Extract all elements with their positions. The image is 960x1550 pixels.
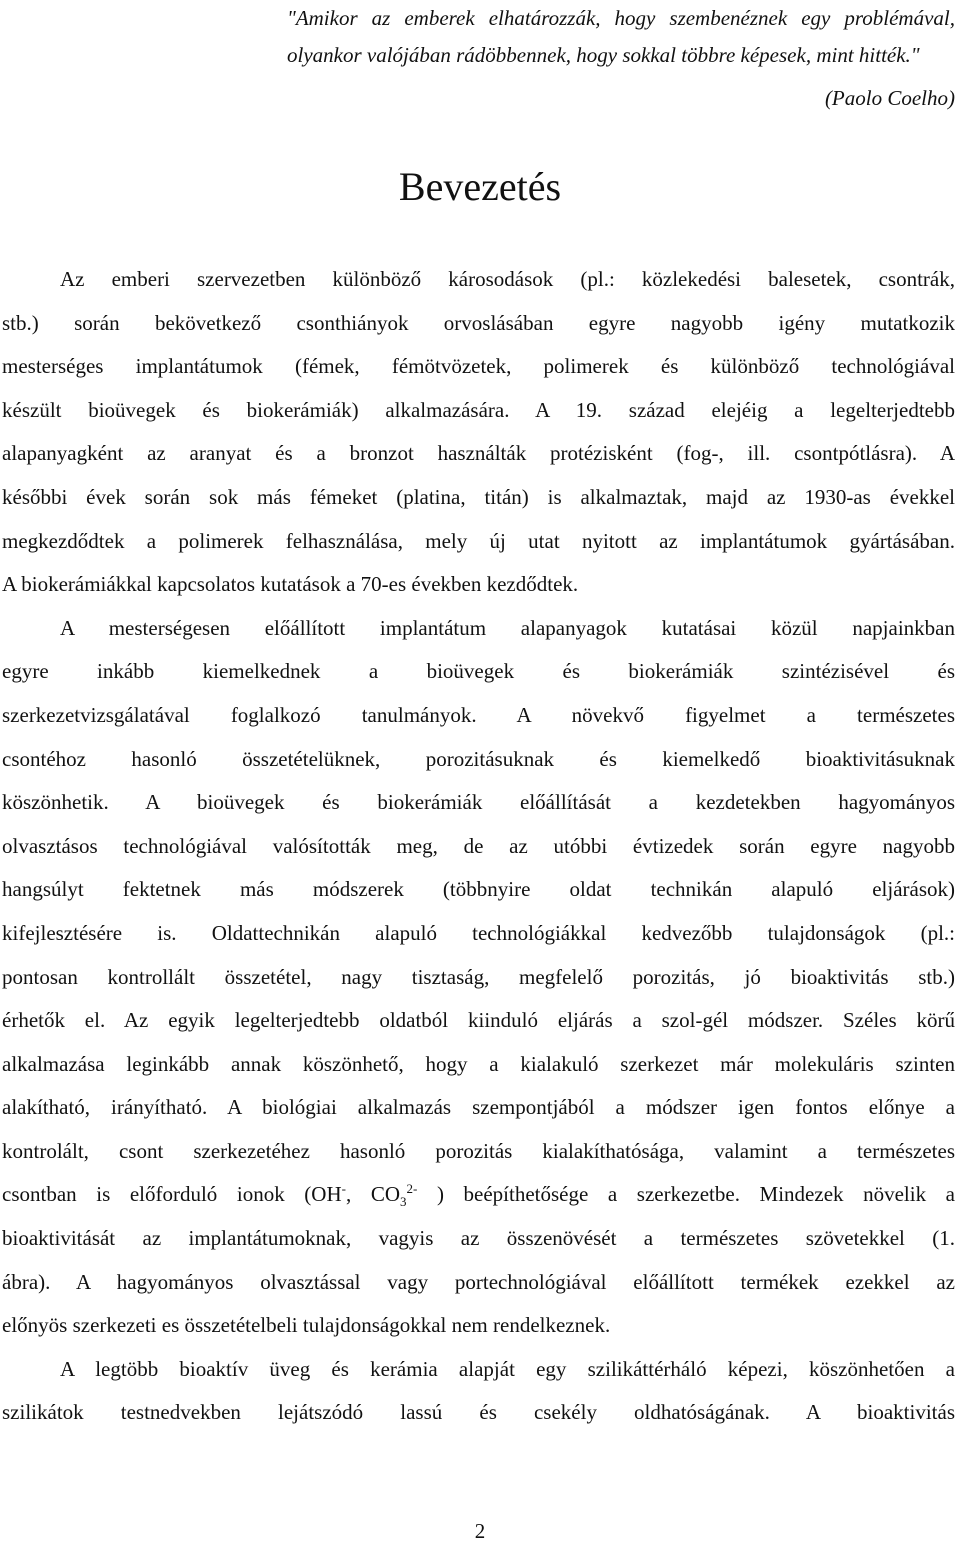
motto-author: (Paolo Coelho) [824,86,955,110]
text-line: érhetők el. Az egyik legelterjedtebb oldatból kiinduló eljárás a szol-gél módszer. Széles körű [2,1008,955,1033]
text-line: olvasztásos technológiával valósították meg, de az utóbbi évtizedek során egyre nagyobb [2,833,955,858]
paragraph-2 [2,607,955,1348]
ion-text-before: csontban is előforduló ionok (OH [2,1182,342,1207]
text-line: Az emberi szervezetben különböző károsodások (pl.: közlekedési balesetek, csontrák, [60,267,955,291]
ion-text-after: ) beépíthetősége a szerkezetbe. Mindezek növelik a [436,1182,955,1207]
text-line: pontosan kontrollált összetétel, nagy tisztaság, megfelelő porozitás, jó bioaktivitás stb.) [2,964,955,989]
carbonate-subscript: 3 [400,1194,407,1210]
text-line: alkalmazása leginkább annak köszönhető, hogy a kialakuló szerkezet már molekuláris szinten [2,1051,955,1076]
text-line: megkezdődtek a polimerek felhasználása, mely új utat nyitott az implantátumok gyártásában. [2,528,955,553]
text-line: A legtöbb bioaktív üveg és kerámia alapját egy szilikáttérháló képezi, köszönhetően a [60,1356,955,1381]
text-line: A biokerámiákkal kapcsolatos kutatások a 70-es években kezdődtek. [2,572,579,597]
motto-line-1: "Amikor az emberek elhatározzák, hogy szembenéznek egy problémával, [287,6,955,30]
section-title: Bevezetés [398,164,562,209]
hydroxide-charge: - [341,1181,346,1197]
text-line: A mesterségesen előállított implantátum alapanyagok kutatásai közül napjainkban [60,615,955,640]
text-line: alakítható, irányítható. A biológiai alkalmazás szempontjából a módszer igen fontos előnye a [2,1095,955,1120]
text-line: egyre inkább kiemelkednek a bioüvegek és biokerámiák szintézisével és [2,659,955,684]
text-line: csontéhoz hasonló összetételüknek, porozitásuknak és kiemelkedő bioaktivitásuknak [2,746,955,771]
text-line: hangsúlyt fektetnek más módszerek (többnyire oldat technikán alapuló eljárások) [2,877,955,902]
text-line: köszönhetik. A bioüvegek és biokerámiák előállítását a kezdetekben hagyományos [2,790,955,815]
motto-line-2: olyankor valójában rádöbbennek, hogy sokkal többre képesek, mint hitték." [287,43,920,67]
text-line: ábra). A hagyományos olvasztással vagy portechnológiával előállított termékek ezekkel az [2,1269,955,1294]
text-line: stb.) során bekövetkező csonthiányok orvoslásában egyre nagyobb igény mutatkozik [2,310,955,335]
body-text [2,258,955,1435]
text-line: kontrolált, csont szerkezetéhez hasonló porozitás kialakíthatósága, valamint a természetes [2,1138,955,1163]
paragraph-1 [2,258,955,607]
text-line: előnyös szerkezeti es összetételbeli tulajdonságokkal nem rendelkeznek. [2,1313,611,1338]
text-line: szilikátok testnedvekben lejátszódó lassú és csekély oldhatóságának. A bioaktivitás [2,1400,955,1425]
text-line: bioaktivitását az implantátumoknak, vagyis az összenövését a természetes szövetekkel (1. [2,1226,955,1251]
text-line: alapanyagként az aranyat és a bronzot használták protézisként (fog-, ill. csontpótlásra). A [2,441,955,466]
text-line-ions [2,1173,955,1217]
page-number: 2 [474,1519,486,1543]
text-line: kifejlesztésére is. Oldattechnikán alapuló technológiákkal kedvezőbb tulajdonságok (pl.: [2,920,955,945]
text-line: mesterséges implantátumok (fémek, fémötvözetek, polimerek és különböző technológiával [2,354,955,379]
text-line: szerkezetvizsgálatával foglalkozó tanulmányok. A növekvő figyelmet a természetes [2,702,955,727]
paragraph-3 [2,1348,955,1435]
carbonate-charge: 2- [406,1181,418,1197]
text-line: készült bioüvegek és biokerámiák) alkalmazására. A 19. század elejéig a legelterjedtebb [2,397,955,422]
ion-text-middle: , CO [345,1182,400,1207]
motto-quote [287,0,955,117]
text-line: későbbi évek során sok más fémeket (platina, titán) is alkalmaztak, majd az 1930-as évekkel [2,484,955,509]
